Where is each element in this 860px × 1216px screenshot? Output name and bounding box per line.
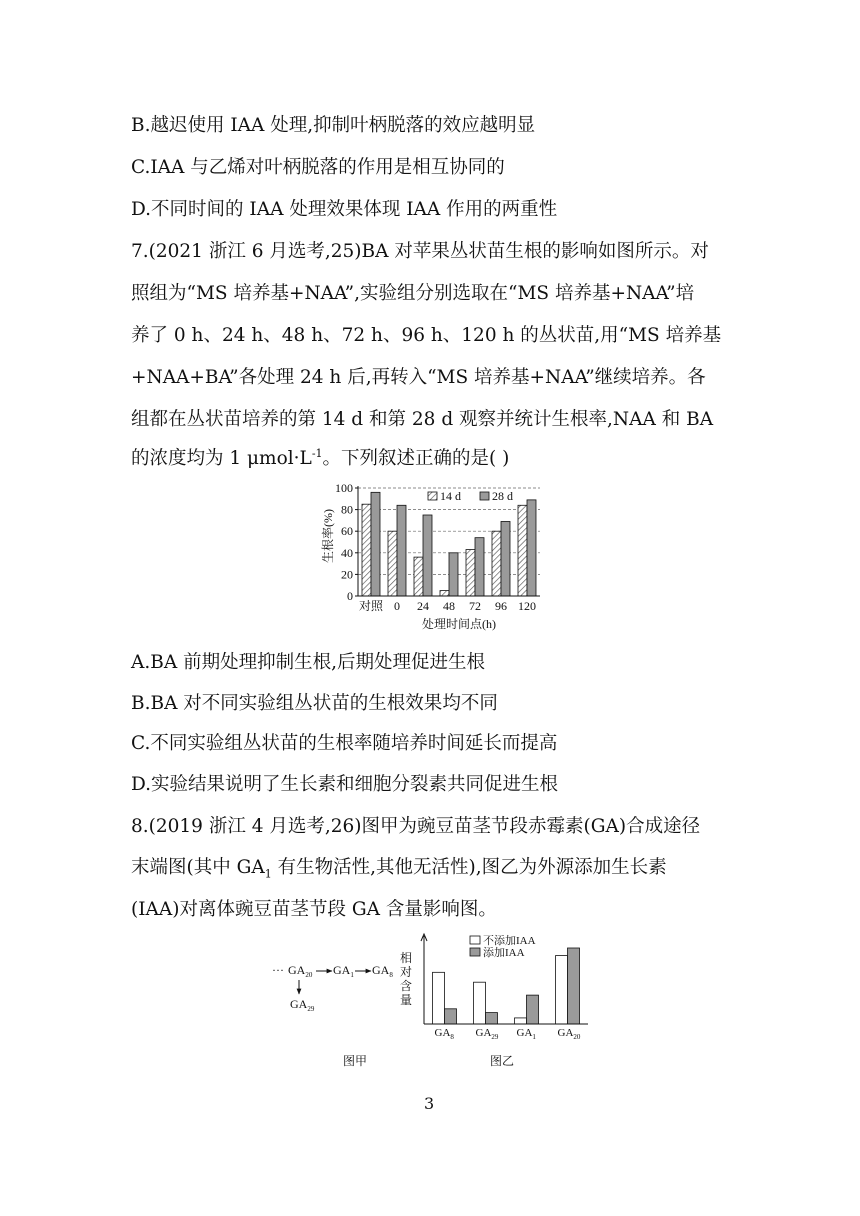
y-tick-label: 60 [341, 524, 353, 539]
question-8-line-1: 8.(2019 浙江 4 月选考,26)图甲为豌豆苗茎节段赤霉素(GA)合成途径 [131, 816, 701, 837]
bar-14d [388, 531, 397, 596]
bar-iaa [527, 995, 539, 1024]
q7-option-b: B.BA 对不同实验组丛状苗的生根效果均不同 [131, 693, 498, 714]
y-axis-label-char: 对 [399, 965, 413, 979]
line-text-after: 。下列叙述正确的是( ) [322, 448, 510, 469]
x-tick-label: 72 [469, 599, 481, 613]
bar-no-iaa [515, 1018, 527, 1024]
option-b-line: B.越迟使用 IAA 处理,抑制叶柄脱落的效应越明显 [131, 115, 536, 136]
bar-28d [371, 492, 380, 596]
x-tick-label: 0 [394, 599, 400, 613]
y-tick-label: 80 [341, 502, 353, 517]
legend-swatch-28d [480, 492, 489, 500]
y-tick-label: 0 [347, 589, 353, 603]
bar-14d [466, 550, 475, 596]
figure-caption-jia: 图甲 [343, 1054, 368, 1068]
bar-no-iaa [474, 982, 486, 1024]
bar-14d [492, 531, 501, 596]
question-8-line-2 [131, 856, 667, 880]
bar-28d [527, 500, 536, 596]
x-tick-label: 24 [417, 599, 429, 613]
question-8-line-3: (IAA)对离体豌豆苗茎节段 GA 含量影响图。 [131, 899, 497, 920]
x-tick-label: 96 [495, 599, 507, 613]
legend-swatch-14d [428, 492, 437, 500]
x-tick-label: $GA_8$ [434, 1027, 454, 1040]
legend-label-14d: 14 d [440, 489, 461, 503]
y-axis-label-char: 相 [399, 951, 413, 965]
ga-content-chart [398, 928, 594, 1040]
question-7-line-2: 照组为“MS 培养基+NAA”,实验组分别选取在“MS 培养基+NAA”培 [131, 283, 695, 304]
pathway-node-ga20: $GA_{20}$ [288, 963, 313, 979]
bar-28d [449, 553, 458, 596]
ga-content-chart-svg [398, 928, 594, 1040]
rooting-rate-chart [310, 478, 550, 638]
bar-no-iaa [556, 956, 568, 1024]
superscript: -1 [311, 446, 323, 460]
question-7-line-3: 养了 0 h、24 h、48 h、72 h、96 h、120 h 的丛状苗,用“MS 培养基 [131, 325, 722, 346]
option-d-line: D.不同时间的 IAA 处理效果体现 IAA 作用的两重性 [131, 199, 558, 220]
y-tick-label: 100 [335, 481, 353, 495]
q7-option-d: D.实验结果说明了生长素和细胞分裂素共同促进生根 [131, 774, 559, 795]
x-tick-label: 48 [443, 599, 455, 613]
ga-pathway-svg [270, 951, 413, 1022]
legend-swatch-no-iaa [470, 936, 480, 944]
rooting-rate-chart-svg [310, 478, 550, 638]
bar-14d [518, 505, 527, 596]
x-tick-label: 对照 [358, 599, 384, 613]
pathway-prefix: ··· [272, 963, 284, 977]
bar-14d [414, 557, 423, 596]
question-7-line-6 [131, 447, 509, 471]
bar-14d [362, 504, 371, 596]
y-axis-label-char: 量 [399, 993, 413, 1007]
question-7-line-4: +NAA+BA”各处理 24 h 后,再转入“MS 培养基+NAA”继续培养。各 [131, 367, 706, 388]
page-number: 3 [424, 1094, 435, 1113]
x-tick-label: 120 [518, 599, 536, 613]
legend-label-28d: 28 d [492, 489, 513, 503]
x-tick-label: $GA_{20}$ [557, 1027, 581, 1040]
line-text-before: 的浓度均为 1 μmol·L [131, 448, 312, 469]
pathway-node-ga29: $GA_{29}$ [290, 997, 315, 1013]
legend-label-no-iaa: 不添加IAA [483, 935, 536, 947]
x-tick-label: $GA_1$ [516, 1027, 536, 1040]
legend-swatch-iaa [470, 948, 480, 956]
x-axis-label: 处理时间点(h) [422, 617, 496, 631]
bar-iaa [568, 948, 580, 1024]
bar-28d [397, 505, 406, 596]
y-axis-label: 生根率(%) [321, 509, 335, 563]
bar-28d [475, 538, 484, 596]
bar-28d [423, 515, 432, 596]
bar-14d [440, 591, 449, 596]
pathway-node-ga1: $GA_1$ [333, 963, 354, 979]
bar-28d [501, 521, 510, 596]
figure-caption-yi: 图乙 [490, 1054, 515, 1068]
question-7-line-1: 7.(2021 浙江 6 月选考,25)BA 对苹果丛状苗生根的影响如图所示。对 [131, 241, 709, 262]
pathway-node-ga8: $GA_8$ [372, 963, 393, 979]
line-text-after: 有生物活性,其他无活性),图乙为外源添加生长素 [271, 857, 667, 878]
option-c-line: C.IAA 与乙烯对叶柄脱落的作用是相互协同的 [131, 157, 505, 178]
bar-iaa [445, 1009, 457, 1024]
y-axis-label-char: 含 [399, 979, 413, 993]
line-text-before: 末端图(其中 GA [131, 857, 265, 878]
legend-label-iaa: 添加IAA [483, 947, 525, 959]
bar-no-iaa [433, 972, 445, 1024]
x-tick-label: $GA_{29}$ [475, 1027, 499, 1040]
y-tick-label: 40 [341, 545, 353, 560]
bar-iaa [486, 1013, 498, 1024]
q7-option-a: A.BA 前期处理抑制生根,后期处理促进生根 [131, 652, 485, 673]
ga-pathway-diagram [270, 951, 413, 1022]
question-7-line-5: 组都在丛状苗培养的第 14 d 和第 28 d 观察并统计生根率,NAA 和 BA [131, 409, 714, 430]
q7-option-c: C.不同实验组丛状苗的生根率随培养时间延长而提高 [131, 733, 558, 754]
y-tick-label: 20 [341, 567, 353, 582]
subscript: 1 [264, 867, 272, 881]
